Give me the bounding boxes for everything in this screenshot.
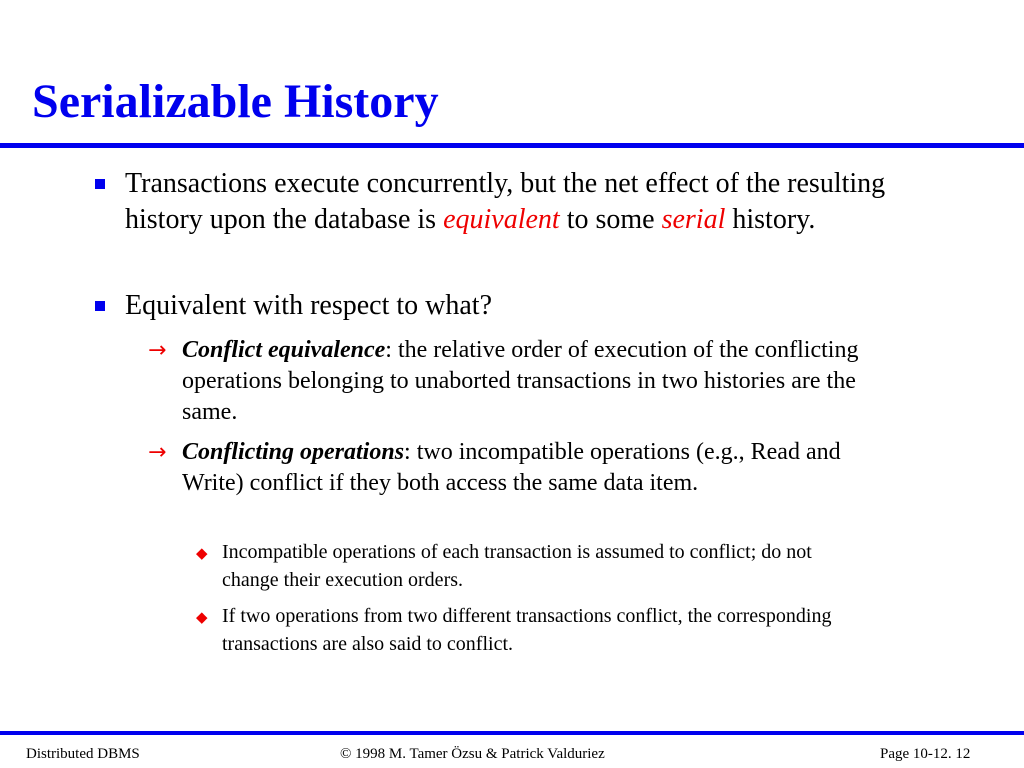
sub-sub-bullet-2-text: If two operations from two different transactions conflict, the corresponding transactions are also said to conflict. bbox=[222, 605, 832, 655]
bullet-1-emph-serial: serial bbox=[661, 204, 726, 235]
footer-copyright: © 1998 M. Tamer Özsu & Patrick Valduriez bbox=[340, 746, 605, 762]
definition-conflict-equivalence: : the relative order of execution of the conflicting operations belonging to unaborted transactions in two histories are the same. bbox=[182, 337, 859, 425]
bullet-1-text-a: Transactions execute concurrently, but the net effect of the resulting history upon the database is bbox=[125, 168, 886, 235]
bullet-1-emph-equivalent: equivalent bbox=[443, 204, 560, 235]
sub-sub-bullet-2 bbox=[196, 602, 862, 658]
sub-bullet-conflicting-operations bbox=[148, 437, 892, 499]
sub-sub-bullet-1 bbox=[196, 538, 862, 594]
bullet-item-2 bbox=[125, 288, 905, 324]
bullet-1-text-c: history. bbox=[725, 204, 816, 235]
slide-title: Serializable History bbox=[32, 75, 439, 128]
sub-bullet-conflict-equivalence bbox=[148, 335, 892, 428]
diamond-bullet-icon: ◆ bbox=[196, 608, 208, 626]
term-conflict-equivalence: Conflict equivalence bbox=[182, 337, 386, 363]
sub-sub-bullet-1-text: Incompatible operations of each transaction is assumed to conflict; do not change their execution orders. bbox=[222, 541, 812, 591]
footer-page-number: Page 10-12. 12 bbox=[880, 746, 971, 762]
bullet-item-1 bbox=[125, 166, 905, 238]
bullet-2-text: Equivalent with respect to what? bbox=[125, 290, 492, 321]
footer-divider bbox=[0, 731, 1024, 735]
arrow-right-icon: → bbox=[148, 440, 167, 465]
definition-conflicting-operations: : two incompatible operations (e.g., Read and Write) conflict if they both access the same data item. bbox=[182, 439, 841, 496]
term-conflicting-operations: Conflicting operations bbox=[182, 439, 405, 465]
arrow-right-icon: → bbox=[148, 338, 167, 363]
footer-course: Distributed DBMS bbox=[26, 746, 140, 762]
square-bullet-icon bbox=[95, 301, 105, 311]
title-divider bbox=[0, 143, 1024, 148]
square-bullet-icon bbox=[95, 179, 105, 189]
diamond-bullet-icon: ◆ bbox=[196, 544, 208, 562]
bullet-1-text-b: to some bbox=[559, 204, 662, 235]
